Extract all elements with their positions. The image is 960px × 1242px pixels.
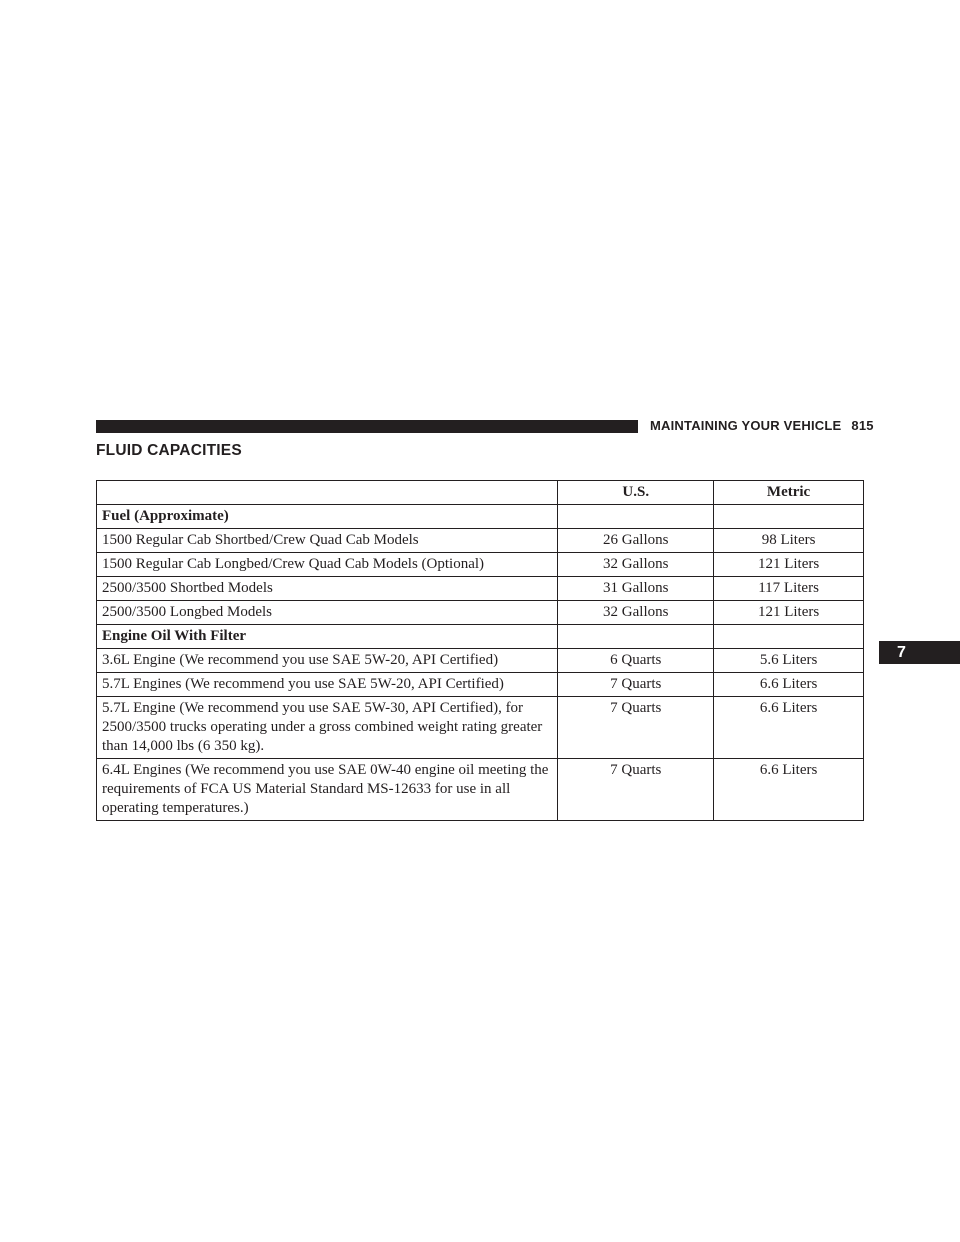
row-us-value: 31 Gallons — [558, 577, 714, 601]
row-label: Fuel (Approximate) — [97, 505, 558, 529]
table-row — [97, 601, 864, 625]
table-row — [97, 697, 864, 759]
row-us-value — [558, 505, 714, 529]
row-label: 2500/3500 Shortbed Models — [97, 577, 558, 601]
row-us-value: 7 Quarts — [558, 759, 714, 821]
header-rule — [96, 420, 638, 433]
row-label: 5.7L Engine (We recommend you use SAE 5W-30, API Certified), for 2500/3500 trucks operating under a gross combined weight rating greater than 14,000 lbs (6 350 kg). — [97, 697, 558, 759]
header-title: MAINTAINING YOUR VEHICLE — [650, 418, 842, 433]
row-metric-value: 98 Liters — [714, 529, 864, 553]
table-row — [97, 529, 864, 553]
row-label: Engine Oil With Filter — [97, 625, 558, 649]
column-header-us: U.S. — [558, 481, 714, 505]
section-title: FLUID CAPACITIES — [96, 442, 242, 459]
row-us-value: 32 Gallons — [558, 601, 714, 625]
table-row — [97, 759, 864, 821]
row-metric-value: 121 Liters — [714, 553, 864, 577]
table-row — [97, 577, 864, 601]
row-label: 5.7L Engines (We recommend you use SAE 5W-20, API Certified) — [97, 673, 558, 697]
row-metric-value — [714, 505, 864, 529]
row-us-value: 32 Gallons — [558, 553, 714, 577]
row-label: 3.6L Engine (We recommend you use SAE 5W-20, API Certified) — [97, 649, 558, 673]
row-us-value: 7 Quarts — [558, 697, 714, 759]
row-us-value: 26 Gallons — [558, 529, 714, 553]
row-us-value: 6 Quarts — [558, 649, 714, 673]
table-row — [97, 673, 864, 697]
row-metric-value: 6.6 Liters — [714, 673, 864, 697]
chapter-tab: 7 — [879, 641, 960, 664]
row-metric-value: 5.6 Liters — [714, 649, 864, 673]
row-metric-value: 117 Liters — [714, 577, 864, 601]
row-metric-value: 121 Liters — [714, 601, 864, 625]
fluid-capacities-table — [96, 480, 864, 821]
row-us-value: 7 Quarts — [558, 673, 714, 697]
row-label: 6.4L Engines (We recommend you use SAE 0W-40 engine oil meeting the requirements of FCA US Material Standard MS-12633 for use in all operating temperatures.) — [97, 759, 558, 821]
table-header-row — [97, 481, 864, 505]
row-label: 1500 Regular Cab Shortbed/Crew Quad Cab Models — [97, 529, 558, 553]
row-metric-value: 6.6 Liters — [714, 759, 864, 821]
row-label: 2500/3500 Longbed Models — [97, 601, 558, 625]
table-section-row — [97, 625, 864, 649]
table-section-row — [97, 505, 864, 529]
column-header-metric: Metric — [714, 481, 864, 505]
row-metric-value — [714, 625, 864, 649]
row-metric-value: 6.6 Liters — [714, 697, 864, 759]
page-number: 815 — [851, 418, 874, 433]
row-label: 1500 Regular Cab Longbed/Crew Quad Cab Models (Optional) — [97, 553, 558, 577]
column-header-item — [97, 481, 558, 505]
table-row — [97, 649, 864, 673]
row-us-value — [558, 625, 714, 649]
running-header — [650, 418, 874, 433]
table-row — [97, 553, 864, 577]
